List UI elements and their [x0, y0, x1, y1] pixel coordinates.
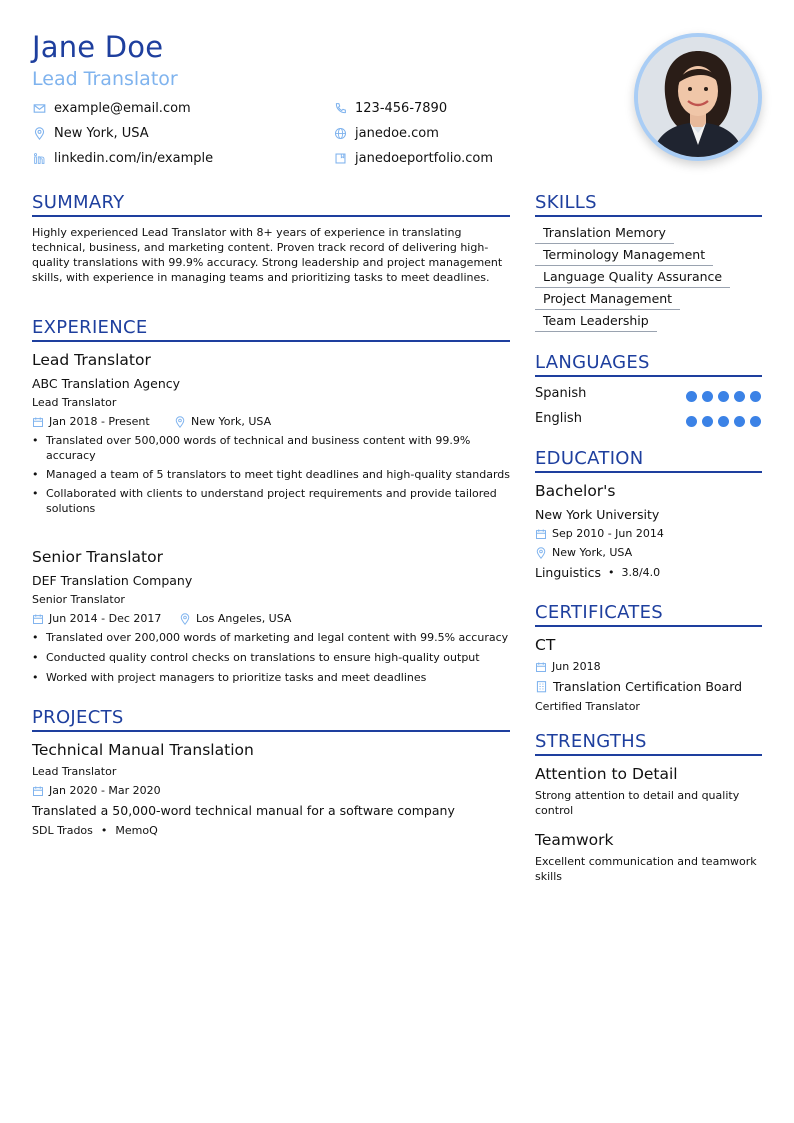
- language-name: Spanish: [535, 386, 587, 401]
- tool-tag: MemoQ: [115, 824, 158, 837]
- job-2-location: Los Angeles, USA: [179, 612, 291, 625]
- project-1-description: Translated a 50,000-word technical manual for a software company: [32, 803, 455, 818]
- calendar-icon: [535, 528, 547, 540]
- skill-tag: Language Quality Assurance: [535, 268, 730, 288]
- contact-portfolio[interactable]: [333, 151, 493, 166]
- summary-divider: [32, 215, 510, 217]
- candidate-name: Jane Doe: [32, 30, 164, 64]
- contact-location: [32, 126, 149, 141]
- proficiency-dot: [718, 391, 729, 402]
- job-1-dates: Jan 2018 - Present: [32, 415, 150, 428]
- skill-tag: Terminology Management: [535, 246, 713, 266]
- contact-location-text: New York, USA: [54, 126, 149, 141]
- language-proficiency-dots: [686, 391, 761, 402]
- calendar-icon: [32, 416, 44, 428]
- job-2-role: Senior Translator: [32, 593, 125, 606]
- job-2-company: DEF Translation Company: [32, 573, 193, 588]
- education-divider: [535, 471, 762, 473]
- certificate-issuer-row: [535, 679, 742, 694]
- list-item: • Conducted quality control checks on translations to ensure high-quality output: [32, 650, 510, 665]
- education-field-row: [535, 565, 660, 580]
- language-name: English: [535, 411, 582, 426]
- summary-text: Highly experienced Lead Translator with 8+ years of experience in translating technical, business, and marketing content. Proven track record of delivering high-quality translations with 99.9% accuracy. Strong leadership and project management skills, with experience in managing teams and prioritizing tasks to meet deadlines.: [32, 226, 503, 284]
- job-1-location: New York, USA: [174, 415, 271, 428]
- contact-website[interactable]: [333, 126, 439, 141]
- job-1-bullets: [32, 433, 510, 520]
- location-pin-icon: [535, 547, 547, 559]
- list-item: • Collaborated with clients to understand project requirements and provide tailored solutions: [32, 486, 510, 516]
- summary-heading: SUMMARY: [32, 192, 125, 213]
- location-pin-icon: [174, 416, 186, 428]
- education-dates: Sep 2010 - Jun 2014: [535, 527, 664, 540]
- experience-heading: EXPERIENCE: [32, 317, 148, 338]
- contact-phone[interactable]: [333, 101, 447, 116]
- proficiency-dot: [702, 416, 713, 427]
- contact-email[interactable]: [32, 101, 191, 116]
- skill-tag: Project Management: [535, 290, 680, 310]
- contact-phone-text: 123-456-7890: [355, 101, 448, 116]
- job-1-company: ABC Translation Agency: [32, 376, 181, 391]
- contact-website-text: janedoe.com: [355, 126, 439, 141]
- certificate-name: CT: [535, 636, 556, 654]
- skills-divider: [535, 215, 762, 217]
- certificate-date: Jun 2018: [535, 660, 601, 673]
- candidate-title: Lead Translator: [32, 68, 178, 90]
- project-1-role: Lead Translator: [32, 765, 117, 778]
- proficiency-dot: [686, 391, 697, 402]
- contact-linkedin[interactable]: [32, 151, 213, 166]
- email-icon: [32, 102, 46, 116]
- education-heading: EDUCATION: [535, 448, 644, 469]
- strengths-heading: STRENGTHS: [535, 731, 647, 752]
- job-2-bullets: [32, 630, 510, 689]
- calendar-icon: [32, 613, 44, 625]
- calendar-icon: [535, 661, 547, 673]
- project-1-name: Technical Manual Translation: [32, 741, 254, 759]
- list-item: • Worked with project managers to prioritize tasks and meet deadlines: [32, 670, 510, 685]
- avatar-portrait: [638, 37, 758, 157]
- job-2-dates: Jun 2014 - Dec 2017: [32, 612, 161, 625]
- job-2-position: Senior Translator: [32, 548, 163, 566]
- proficiency-dot: [750, 416, 761, 427]
- certificates-heading: CERTIFICATES: [535, 602, 663, 623]
- phone-icon: [333, 102, 347, 116]
- projects-divider: [32, 730, 510, 732]
- job-1-role: Lead Translator: [32, 396, 117, 409]
- proficiency-dot: [686, 416, 697, 427]
- proficiency-dot: [702, 391, 713, 402]
- strength-1-name: Attention to Detail: [535, 765, 678, 783]
- tool-tag: SDL Trados: [32, 824, 93, 837]
- proficiency-dot: [734, 391, 745, 402]
- language-proficiency-dots: [686, 416, 761, 427]
- location-pin-icon: [32, 127, 46, 141]
- skills-heading: SKILLS: [535, 192, 597, 213]
- project-1-dates: Jan 2020 - Mar 2020: [32, 784, 161, 797]
- building-icon: [535, 680, 548, 693]
- strength-1-description: Strong attention to detail and quality control: [535, 789, 740, 817]
- list-item: • Translated over 500,000 words of technical and business content with 99.9% accuracy: [32, 433, 510, 463]
- list-item: • Managed a team of 5 translators to meet tight deadlines and high-quality standards: [32, 467, 510, 482]
- skill-tag: Team Leadership: [535, 312, 657, 332]
- languages-heading: LANGUAGES: [535, 352, 650, 373]
- proficiency-dot: [750, 391, 761, 402]
- proficiency-dot: [718, 416, 729, 427]
- languages-divider: [535, 375, 762, 377]
- education-degree: Bachelor's: [535, 482, 616, 500]
- certificates-divider: [535, 625, 762, 627]
- experience-divider: [32, 340, 510, 342]
- linkedin-icon: [32, 152, 46, 166]
- project-1-tools: [32, 824, 158, 837]
- portfolio-icon: [333, 152, 347, 166]
- certificate-issuer: Translation Certification Board: [553, 679, 743, 694]
- location-pin-icon: [179, 613, 191, 625]
- globe-icon: [333, 127, 347, 141]
- separator-dot: •: [607, 566, 615, 579]
- job-1-position: Lead Translator: [32, 351, 151, 369]
- strength-2-description: Excellent communication and teamwork skills: [535, 855, 757, 883]
- list-item: • Translated over 200,000 words of marketing and legal content with 99.5% accuracy: [32, 630, 510, 645]
- skill-tag: Translation Memory: [535, 224, 674, 244]
- education-gpa: 3.8/4.0: [621, 566, 661, 579]
- separator-dot: •: [100, 824, 108, 837]
- strength-2-name: Teamwork: [535, 831, 614, 849]
- contact-linkedin-text: linkedin.com/in/example: [54, 151, 214, 166]
- education-location: New York, USA: [535, 546, 632, 559]
- projects-heading: PROJECTS: [32, 707, 124, 728]
- education-field: Linguistics: [535, 565, 601, 580]
- calendar-icon: [32, 785, 44, 797]
- profile-photo: [634, 33, 762, 161]
- contact-email-text: example@email.com: [54, 101, 191, 116]
- certificate-description: Certified Translator: [535, 700, 640, 713]
- contact-portfolio-text: janedoeportfolio.com: [355, 151, 494, 166]
- strengths-divider: [535, 754, 762, 756]
- education-school: New York University: [535, 507, 660, 522]
- proficiency-dot: [734, 416, 745, 427]
